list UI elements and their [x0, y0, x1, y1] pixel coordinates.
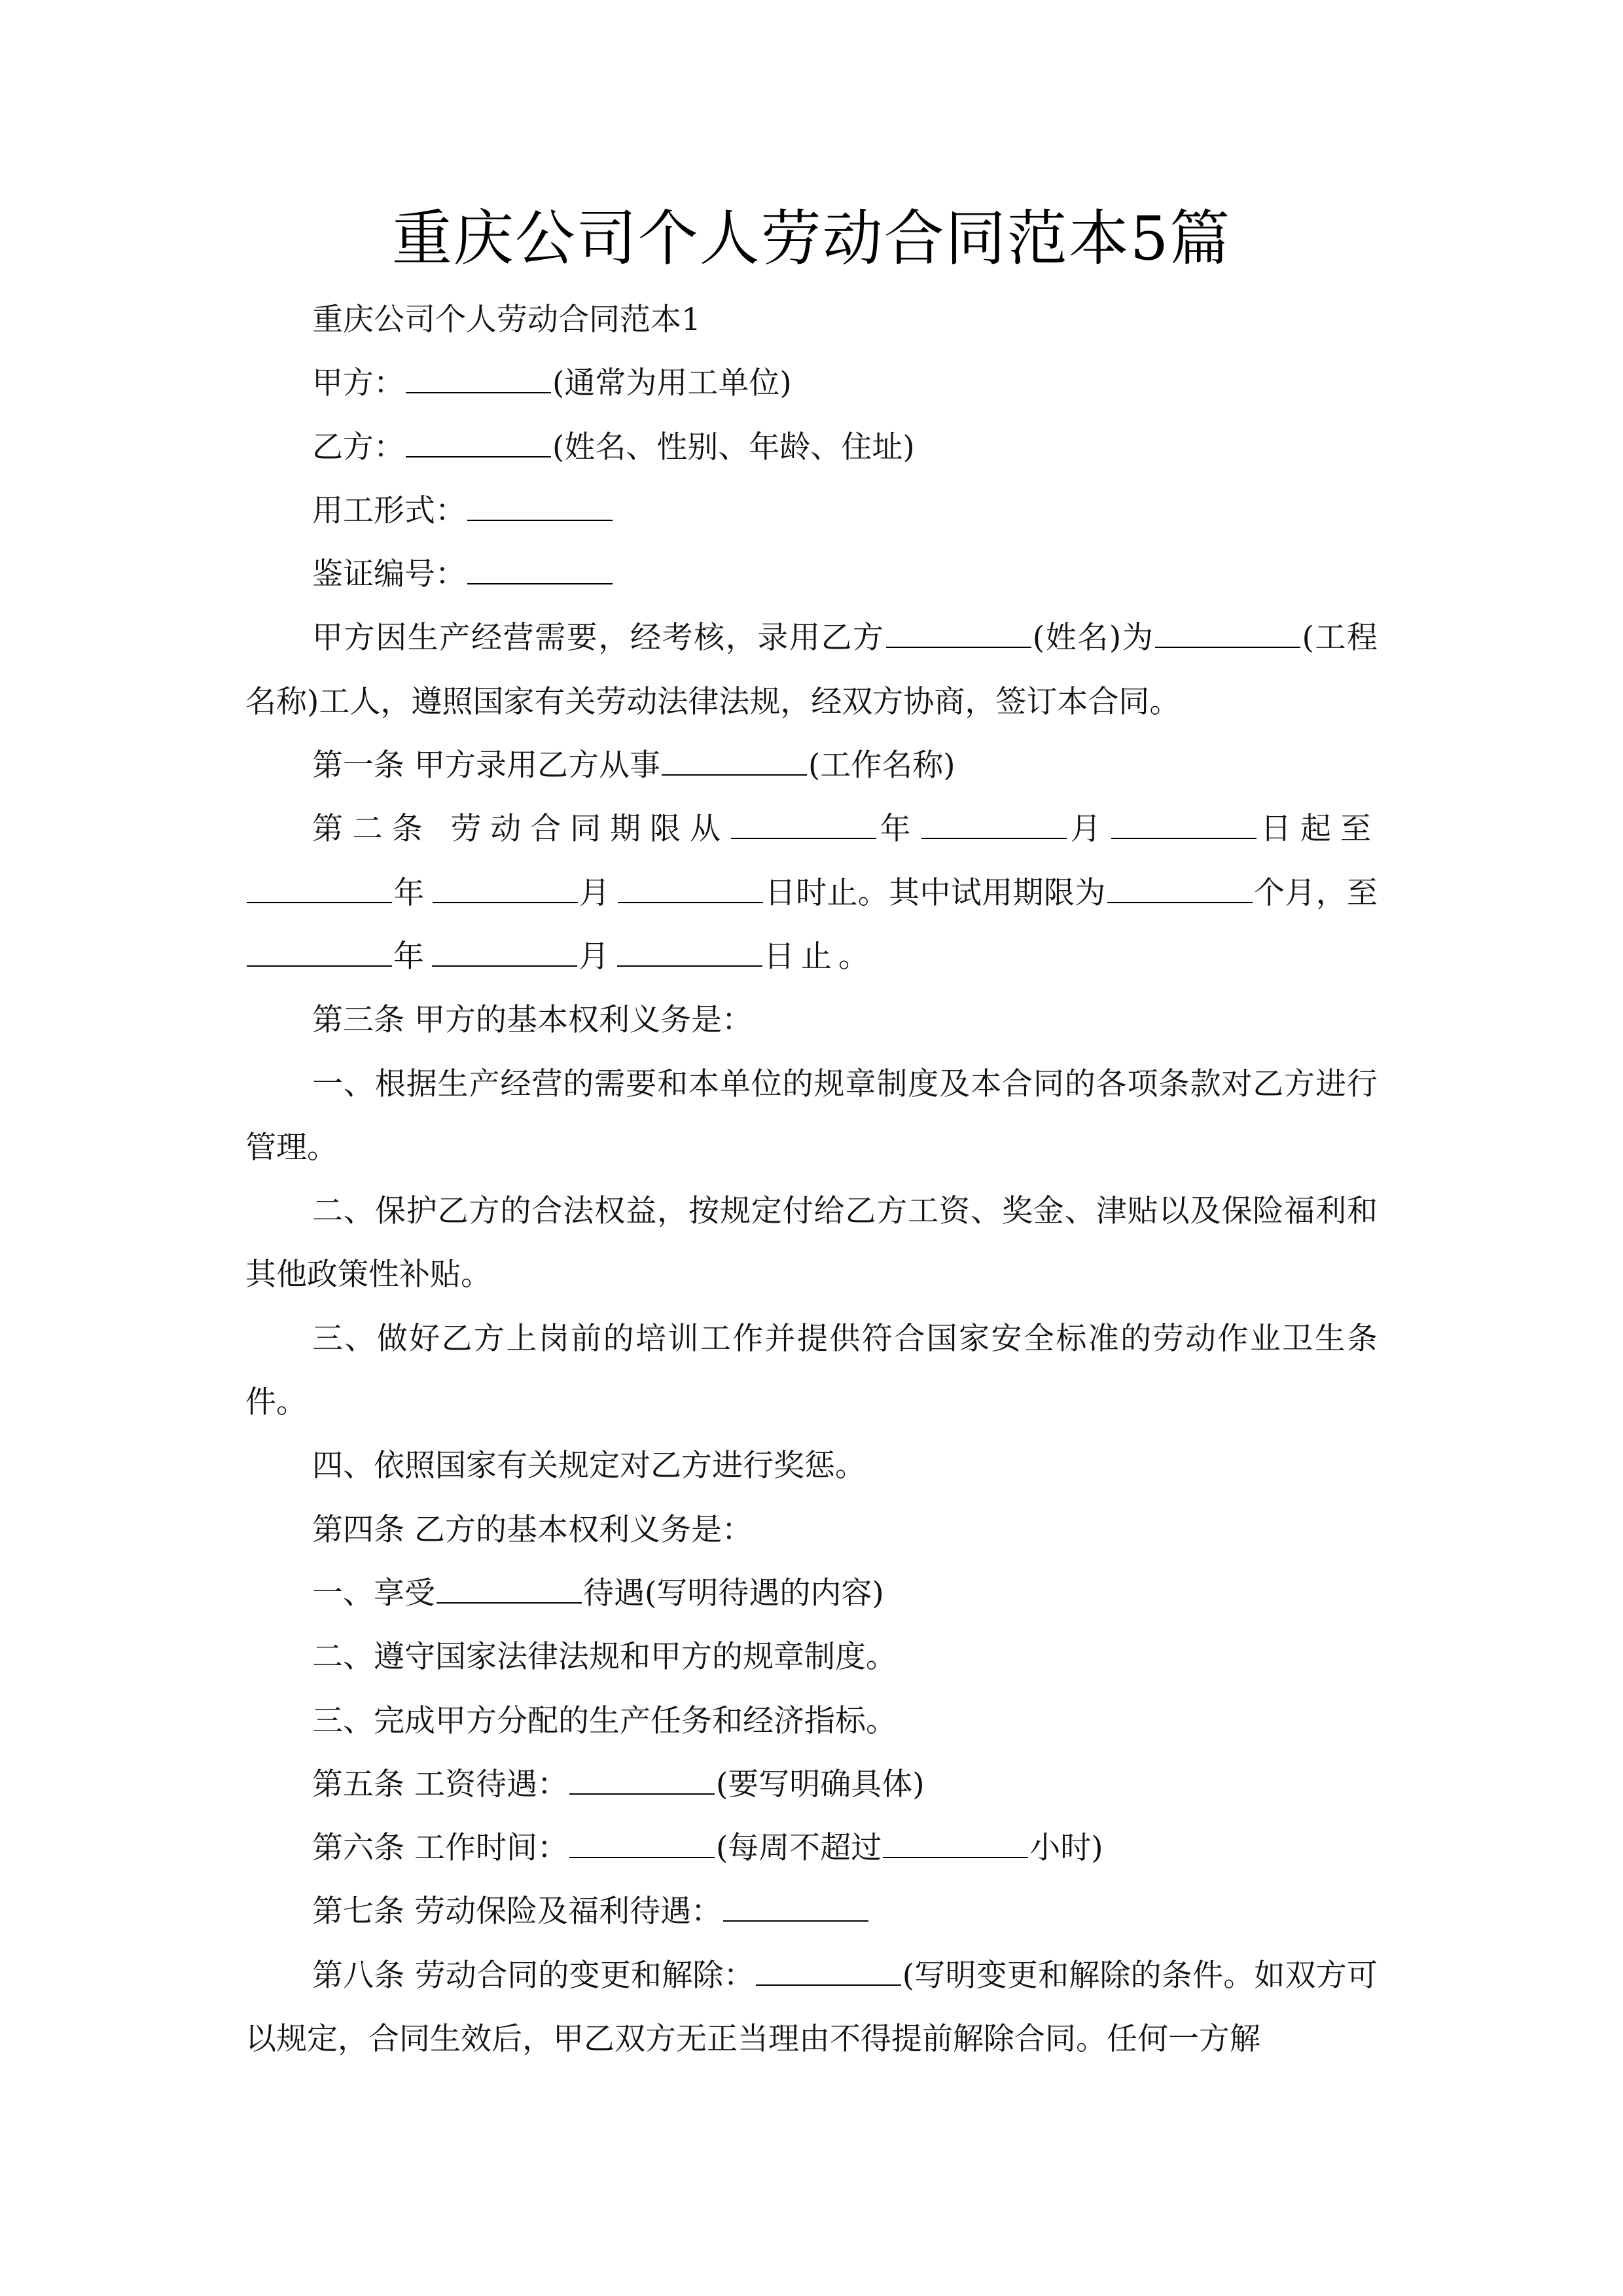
year-label: 年 [393, 938, 431, 975]
blank-field [569, 1765, 715, 1795]
article-1-text: 第一条 甲方录用乙方从事 [312, 747, 660, 784]
year-label: 年 [393, 874, 431, 911]
blank-field [1155, 618, 1300, 648]
blank-field [1107, 873, 1253, 903]
blank-field [723, 1892, 868, 1922]
blank-field [756, 1956, 901, 1986]
month-label: 月 [579, 874, 617, 911]
article-4-item: 二、遵守国家法律法规和甲方的规章制度。 [312, 1639, 897, 1676]
article-3-item: 四、依照国家有关规定对乙方进行奖惩。 [312, 1448, 866, 1484]
article-1 [245, 734, 1378, 797]
article-3-item: 三、做好乙方上岗前的培训工作并提供符合国家安全标准的劳动作业卫生条件。 [245, 1320, 1378, 1421]
article-4-item [245, 1562, 1378, 1625]
article-4-item-1-note: 待遇(写明待遇的内容) [583, 1575, 884, 1611]
blank-field [662, 745, 807, 776]
party-a-label: 甲方： [312, 365, 404, 402]
article-3-item: 二、保护乙方的合法权益，按规定付给乙方工资、奖金、津贴以及保险福利和其他政策性补贴。 [245, 1193, 1378, 1293]
cert-no-label: 鉴证编号： [312, 556, 466, 593]
article-6 [245, 1816, 1378, 1880]
blank-field [731, 809, 876, 839]
document-title: 重庆公司个人劳动合同范本5篇 [391, 204, 1232, 274]
article-2 [245, 797, 1378, 988]
party-b-note: (姓名、性别、年龄、住址) [552, 429, 915, 465]
day-until-label: 日时止。其中试用期限为 [764, 874, 1106, 911]
article-4-item: 三、完成甲方分配的生产任务和经济指标。 [312, 1702, 897, 1739]
party-a-line [245, 351, 1378, 415]
day-end-label: 日止。 [764, 938, 876, 975]
month-label: 月 [579, 938, 616, 975]
party-b-line [245, 416, 1378, 479]
article-5-note: (要写明确具体) [715, 1766, 925, 1803]
article-1-note: (工作名称) [808, 747, 955, 784]
party-b-label: 乙方： [312, 429, 404, 465]
blank-field [883, 1828, 1028, 1858]
intro-text-2: (姓名)为 [1032, 620, 1154, 656]
article-4-heading: 第四条 乙方的基本权利义务是： [312, 1511, 753, 1548]
article-4-item-1-text: 一、享受 [312, 1575, 435, 1611]
employment-form-label: 用工形式： [312, 492, 466, 529]
blank-field [432, 937, 577, 967]
article-6-text: 第六条 工作时间： [312, 1830, 568, 1867]
intro-text-3: (工程名称)工人，遵照国家有关劳动法律法规，经双方协商，签订本合同。 [245, 620, 1378, 720]
blank-field [886, 618, 1031, 648]
article-5 [245, 1753, 1378, 1816]
intro-text-1: 甲方因生产经营需要，经考核，录用乙方 [312, 620, 885, 656]
article-8-text: 第八条 劳动合同的变更和解除： [312, 1957, 755, 1994]
year-label: 年 [877, 811, 920, 848]
document-body [245, 288, 1378, 2071]
blank-field [467, 554, 613, 584]
article-8-note: (写明变更和解除的条件。如双方可以规定，合同生效后，甲乙双方无正当理由不得提前解除合同。任何一方解 [245, 1957, 1378, 2058]
article-8 [245, 1944, 1378, 2072]
article-5-text: 第五条 工资待遇： [312, 1766, 568, 1803]
months-to-label: 个月，至 [1253, 874, 1378, 911]
article-7 [245, 1880, 1378, 1943]
employment-form-line [245, 479, 1378, 543]
blank-field [618, 873, 763, 903]
blank-field [247, 873, 392, 903]
day-from-label: 日起至 [1258, 811, 1378, 848]
blank-field [406, 363, 551, 393]
contract-subtitle: 重庆公司个人劳动合同范本1 [312, 302, 701, 338]
blank-field [921, 809, 1067, 839]
article-6-hours: 小时) [1029, 1830, 1103, 1867]
blank-field [569, 1828, 715, 1858]
blank-field [617, 937, 762, 967]
blank-field [437, 1573, 582, 1604]
article-6-note: (每周不超过 [715, 1830, 882, 1867]
intro-paragraph [245, 606, 1378, 734]
article-3-item: 一、根据生产经营的需要和本单位的规章制度及本合同的各项条款对乙方进行管理。 [245, 1066, 1378, 1166]
party-a-note: (通常为用工单位) [552, 365, 792, 402]
article-3-heading: 第三条 甲方的基本权利义务是： [312, 1002, 753, 1039]
month-label: 月 [1067, 811, 1111, 848]
article-7-text: 第七条 劳动保险及福利待遇： [312, 1893, 722, 1930]
blank-field [1111, 809, 1257, 839]
cert-no-line [245, 543, 1378, 606]
blank-field [247, 937, 392, 967]
blank-field [467, 491, 613, 521]
article-2-text: 第二条 劳动合同期限从 [312, 811, 730, 848]
blank-field [433, 873, 578, 903]
blank-field [406, 427, 551, 457]
